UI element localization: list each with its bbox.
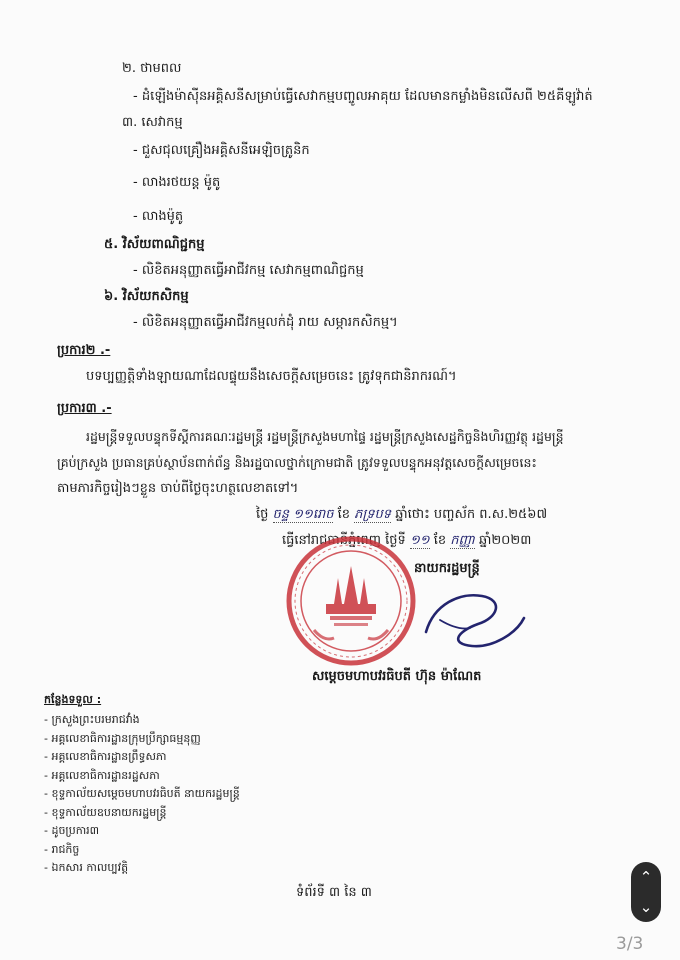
section6-heading: ៦. វិស័យកសិកម្ម [104,289,189,304]
item3-bullet-3: - លាងម៉ូតូ [133,209,184,224]
recipient-item: - ក្រសួងព្រះបរមរាជវាំង [44,713,140,726]
place-month-handwritten: កញ្ញា [450,533,475,548]
lunar-date-prefix: ថ្ងៃ [256,507,269,522]
handwritten-signature-image [420,574,530,654]
item2-heading: ២. ថាមពល [122,61,182,76]
place-prefix: ធ្វើនៅរាជធានីភ្នំពេញ ថ្ងៃទី [282,533,406,548]
page-counter: 3/3 [616,934,644,954]
article2-heading: ប្រការ២ .- [57,343,111,358]
lunar-date-handwritten-day: ចន្ទ ១១រោច [272,507,334,522]
article3-line-3: តាមភារកិច្ចរៀងៗខ្លួន ចាប់ពីថ្ងៃចុះហត្ថលេខាតទៅ។ [57,481,299,496]
recipient-item: - អគ្គលេខាធិការដ្ឋានព្រឹទ្ធសភា [44,750,167,763]
lunar-date-mid: ខែ [337,507,351,522]
item3-bullet-2: - លាងរថយន្ត ម៉ូតូ [133,175,221,190]
item2-bullet-1: - ដំឡើងម៉ាស៊ីនអគ្គិសនីសម្រាប់ធ្វើសេវាកម្មបញ្ចូលអាគុយ ដែលមានកម្លាំងមិនលើសពី ២៥គីឡូវ៉ាត់ [133,89,593,104]
page-navigation [631,862,661,922]
lunar-date-suffix: ឆ្នាំថោះ បញ្ចស័ក ព.ស.២៥៦៧ [395,507,548,522]
item3-heading: ៣. សេវាកម្ម [122,115,183,130]
section5-heading: ៥. វិស័យពាណិជ្ជកម្ម [104,237,205,252]
article3-line-1: រដ្ឋមន្ត្រីទទួលបន្ទុកទីស្តីការគណៈរដ្ឋមន្ត្រី រដ្ឋមន្ត្រីក្រសួងមហាផ្ទៃ រដ្ឋមន្ត្រីក្រសួងសេដ្ឋកិច្ចនិងហិរញ្ញវត្ថុ រដ្ឋមន្ត្រី [86,429,564,444]
recipient-item: - ខុទ្ទកាល័យឧបនាយករដ្ឋមន្ត្រី [44,805,167,819]
recipient-item: - ឯកសារ កាលប្បវត្តិ [44,861,129,874]
signer-title: នាយករដ្ឋមន្ត្រី [414,561,480,576]
section5-bullet-1: - លិខិតអនុញ្ញាតធ្វើអាជីវកម្ម សេវាកម្មពាណិជ្ជកម្ម [133,263,364,278]
place-month-prefix: ខែ [433,533,447,548]
lunar-date-handwritten-month: ភទ្របទ [354,507,392,522]
place-day-handwritten: ១១ [409,533,430,548]
recipient-item: - អគ្គលេខាធិការដ្ឋានក្រុមប្រឹក្សាធម្មនុញ្ញ [44,731,201,745]
recipient-item: - រាជកិច្ច [44,842,80,856]
item3-bullet-1: - ជួសជុលគ្រឿងអគ្គិសនីអេឡិចត្រូនិក [133,143,310,158]
recipient-item: - ខុទ្ទកាល័យសម្តេចមហាបវរធិបតី នាយករដ្ឋមន្ត្រី [44,787,240,800]
article3-heading: ប្រការ៣ .- [57,401,112,416]
article2-body: បទប្បញ្ញត្តិទាំងឡាយណាដែលផ្ទុយនឹងសេចក្តីសម្រេចនេះ ត្រូវទុកជានិរាករណ៍។ [86,369,457,384]
recipient-item: - អគ្គលេខាធិការដ្ឋានរដ្ឋសភា [44,768,160,782]
signer-name: សម្តេចមហាបវរធិបតី ហ៊ុន ម៉ាណែត [312,669,482,684]
chevron-down-icon[interactable]: ⌄ [639,898,653,916]
chevron-up-icon[interactable]: ⌃ [639,868,653,886]
recipients-heading: កន្លែងទទួល : [44,693,102,706]
section6-bullet-1: - លិខិតអនុញ្ញាតធ្វើអាជីវកម្មលក់ដុំ រាយ សម្ភារកសិកម្ម។ [133,315,398,330]
place-year: ឆ្នាំ២០២៣ [478,533,532,548]
recipient-item: - ដូចប្រការ៣ [44,824,100,837]
official-seal-image [284,534,418,668]
article3-line-2: គ្រប់ក្រសួង ប្រធានគ្រប់ស្ថាប័នពាក់ព័ន្ធ និងរដ្ឋបាលថ្នាក់ក្រោមជាតិ ត្រូវទទួលបន្ទុកអនុវត្តសេចក្តីសម្រេចនេះ [57,455,537,470]
page-footer: ទំព័រទី ៣ នៃ ៣ [296,885,372,900]
lunar-date-line [256,506,547,524]
